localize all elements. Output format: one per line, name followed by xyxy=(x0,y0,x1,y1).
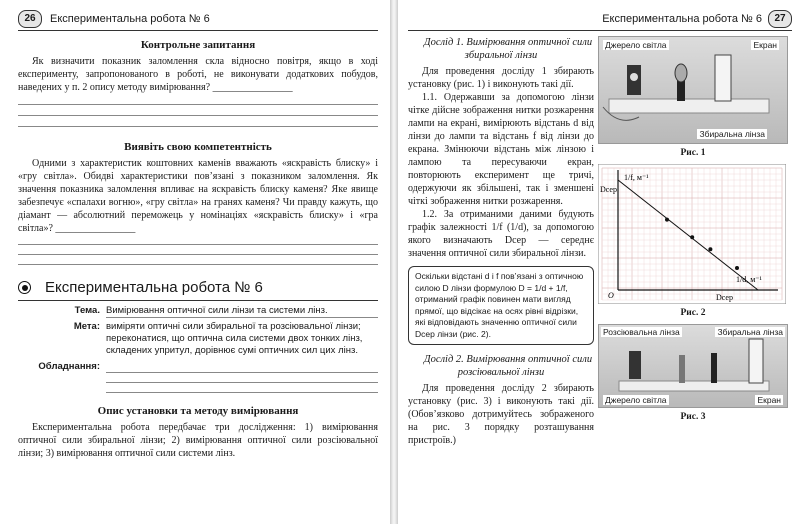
answer-line[interactable] xyxy=(18,264,378,265)
answer-line[interactable] xyxy=(18,126,378,127)
study1-title: Дослід 1. Вимірювання оптичної сили збиральної лінзи xyxy=(423,37,593,61)
fig1-label-source: Джерело світла xyxy=(605,40,667,50)
formula-note: Оскільки відстані d і f пов’язані з оптичною силою D лінзи формулою D = 1/d + 1/f, отриманий графік повинен мати вигляд прямої, що відсікає на осях рівні відрізки, які відповідають значенню оптичної сили Dсер лінзи (рис. 2). xyxy=(408,266,594,345)
page-number-left: 26 xyxy=(18,10,42,28)
x-axis-label: 1/d, м⁻¹ xyxy=(736,275,762,284)
figure-1-illustration xyxy=(599,37,787,143)
fig1-label-screen: Екран xyxy=(753,40,777,50)
right-page xyxy=(398,0,800,524)
setup-title: Опис установки та методу вимірювання xyxy=(97,405,299,417)
origin-label: O xyxy=(608,291,614,300)
right-header xyxy=(408,8,792,31)
figure-1-photo xyxy=(598,36,788,144)
y-intercept-label: Dсер xyxy=(600,185,617,194)
data-point xyxy=(708,247,712,251)
study1-step1: 1.1. Одержавши за допомогою лінзи чітке дійсне зображення нитки розжарення лампи на екрані, вимірюють відстань d від лінзи до лампи та відстань f від лінзи до екрана. Змінюючи відстань між лінзою і лампою та пересуваючи екран, повторюють експеримент ще тричі, одержуючи як збільшені, так і зменшені чіткі зображення нитки розжарення. xyxy=(408,92,594,207)
data-point xyxy=(690,235,694,239)
answer-line[interactable] xyxy=(106,392,378,393)
figure-3-caption: Рис. 3 xyxy=(680,412,706,422)
figure-3-photo xyxy=(598,324,788,408)
fig1-label-lens: Збиральна лінза xyxy=(699,129,765,139)
figure-1-caption: Рис. 1 xyxy=(680,148,706,158)
equipment-label: Обладнання: xyxy=(38,361,100,372)
goal-row xyxy=(18,321,378,357)
goal-value: виміряти оптичні сили збиральної та розсіювальної лінзи; переконатися, що оптична сила системи двох тонких лінз, складених упритул, дорівнює сумі оптичних сил цих лінз. xyxy=(106,321,363,356)
goal-label: Мета: xyxy=(73,321,100,332)
data-point xyxy=(735,266,739,270)
right-text-column xyxy=(408,36,594,447)
experiment-title: Експериментальна робота № 6 xyxy=(45,279,263,296)
control-question-text: Як визначити показник заломлення скла відносно повітря, якщо в ході експерименту, запропонованого в роботі, не виконувати додаткових побудов, наведених у п. 2 опису методу вимірювання? ________________ xyxy=(18,56,378,93)
experiment-heading xyxy=(18,279,378,301)
control-question-title: Контрольне запитання xyxy=(140,39,256,51)
answer-line[interactable] xyxy=(18,244,378,245)
right-figure-column xyxy=(598,36,788,422)
x-intercept-label: Dсер xyxy=(716,293,733,302)
data-point xyxy=(665,218,669,222)
competence-text: Одними з характеристик коштовних каменів вважають «яскравість блиску» і «гру світла». Обидві характеристики пов’язані з показником заломлення. Як значення показника заломлення впливає на яскравість блиску каменя? Яке явище забезпечує «спалахи вогню», «гру світла» на гранях каменя? Чи правду кажуть, що діамант — абсолютний переможець у номінаціях «яскравість блиску» і «гра світла»? ________________ xyxy=(18,158,378,234)
fig3-label-diverging-lens: Розсіювальна лінза xyxy=(603,327,680,337)
competence-title: Виявіть свою компетентність xyxy=(124,141,272,153)
header-title-right: Експериментальна робота № 6 xyxy=(602,13,762,25)
left-page xyxy=(0,0,390,524)
fig3-label-screen: Екран xyxy=(757,395,781,405)
figure-2-caption: Рис. 2 xyxy=(680,308,706,318)
study2-title: Дослід 2. Вимірювання оптичної сили розсіювальної лінзи xyxy=(423,354,593,378)
theme-label: Тема. xyxy=(74,305,100,316)
study1-step2: 1.2. За отриманими даними будують графік залежності 1/f (1/d), за допомогою якого визначають Dсер — середнє значення оптичної сили збиральної лінзи. xyxy=(408,209,594,259)
study1-intro: Для проведення досліду 1 збирають установку (рис. 1) і виконують такі дії. xyxy=(408,66,594,90)
answer-line[interactable] xyxy=(18,254,378,255)
book-gutter xyxy=(390,0,398,524)
answer-line[interactable] xyxy=(18,104,378,105)
page-number-right: 27 xyxy=(768,10,792,28)
fig3-label-source: Джерело світла xyxy=(605,395,667,405)
equipment-row xyxy=(18,361,378,373)
figure-2-chart xyxy=(598,164,786,304)
equipment-field[interactable] xyxy=(106,361,378,373)
setup-text: Експериментальна робота передбачає три дослідження: 1) вимірювання оптичної сили збиральної лінзи; 2) вимірювання оптичної сили розсіювальної лінзи; 3) вимірювання оптичної сили системи лінз. xyxy=(18,422,378,459)
answer-line[interactable] xyxy=(18,115,378,116)
theme-value: Вимірювання оптичної сили лінзи та системи лінз. xyxy=(106,305,378,318)
left-header xyxy=(18,8,378,31)
y-axis-label: 1/f, м⁻¹ xyxy=(624,173,649,182)
answer-line[interactable] xyxy=(106,382,378,383)
header-title-left: Експериментальна робота № 6 xyxy=(50,13,210,25)
target-bullet-icon xyxy=(18,281,31,294)
theme-row xyxy=(18,305,378,318)
study2-intro: Для проведення досліду 2 збирають установку (рис. 3) і виконують такі дії. (Обов’язково дотримуйтесь зображеного на рис. 3 порядку розташування пристроїв.) xyxy=(408,383,594,446)
fig3-label-converging-lens: Збиральна лінза xyxy=(717,327,783,337)
